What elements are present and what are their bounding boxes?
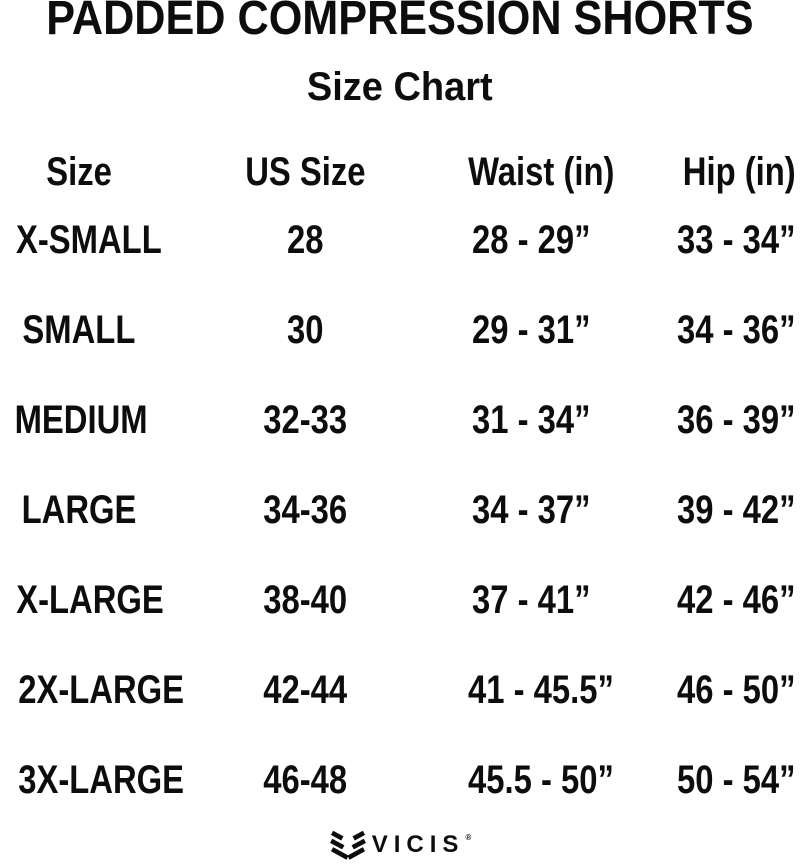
hip-value: 33 - 34” (677, 218, 796, 262)
size-value: LARGE (21, 488, 137, 532)
table-cell (0, 218, 162, 262)
table-cell (610, 670, 800, 710)
size-value: X-SMALL (15, 218, 162, 262)
size-table (0, 149, 800, 825)
header-cell-waist (452, 150, 615, 194)
table-cell (610, 490, 800, 530)
registered-trademark-symbol: ® (465, 833, 472, 842)
hip-value: 39 - 42” (677, 488, 796, 532)
table-cell (452, 490, 610, 530)
waist-value: 31 - 34” (471, 398, 591, 442)
table-cell (0, 578, 164, 622)
table-cell (158, 670, 452, 710)
table-row-xlarge (0, 555, 800, 645)
vicis-wing-icon (329, 830, 367, 860)
table-cell (610, 220, 800, 260)
page-title (0, 0, 800, 44)
page-subtitle (0, 65, 800, 109)
hip-value: 50 - 54” (677, 758, 796, 802)
size-value: 2X-LARGE (18, 668, 185, 712)
table-cell (158, 310, 452, 350)
table-row-2xlarge (0, 645, 800, 735)
page-subtitle-text: Size Chart (307, 65, 493, 109)
table-cell (610, 400, 800, 440)
us-size-value: 30 (286, 308, 324, 352)
us-size-value: 42-44 (263, 668, 347, 712)
hip-value: 34 - 36” (677, 308, 796, 352)
table-cell (0, 490, 158, 530)
table-cell (452, 580, 610, 620)
waist-value: 34 - 37” (471, 488, 591, 532)
page-title-text: PADDED COMPRESSION SHORTS (46, 0, 754, 45)
header-row (0, 149, 800, 195)
table-row-medium (0, 375, 800, 465)
header-cell-us-size-label: US Size (244, 150, 366, 194)
hip-value: 36 - 39” (677, 398, 796, 442)
header-cell-waist-label: Waist (in) (468, 150, 615, 194)
us-size-value: 34-36 (263, 488, 347, 532)
us-size-value: 38-40 (263, 578, 347, 622)
hip-value: 46 - 50” (677, 668, 796, 712)
table-cell (0, 758, 185, 802)
table-cell (452, 758, 614, 802)
table-row-small (0, 285, 800, 375)
table-cell (452, 310, 610, 350)
table-cell (452, 668, 614, 712)
hip-value: 42 - 46” (677, 578, 796, 622)
table-cell (158, 580, 452, 620)
table-row-3xlarge (0, 735, 800, 825)
table-cell (158, 400, 452, 440)
table-cell (0, 668, 185, 712)
header-cell-hip (610, 152, 800, 192)
waist-value: 45.5 - 50” (468, 758, 614, 802)
table-cell (158, 220, 452, 260)
table-row-large (0, 465, 800, 555)
table-cell (0, 310, 158, 350)
table-cell (452, 400, 610, 440)
waist-value: 28 - 29” (471, 218, 591, 262)
size-value: MEDIUM (14, 398, 148, 442)
us-size-value: 28 (286, 218, 324, 262)
table-cell (158, 490, 452, 530)
header-cell-us-size (158, 152, 452, 192)
waist-value: 29 - 31” (471, 308, 591, 352)
table-cell (610, 760, 800, 800)
size-value: X-LARGE (16, 578, 164, 622)
brand-wordmark: VICIS (371, 831, 465, 858)
us-size-value: 32-33 (263, 398, 347, 442)
table-cell (158, 760, 452, 800)
table-cell (0, 400, 158, 440)
header-cell-size-label: Size (46, 150, 112, 194)
size-value: 3X-LARGE (18, 758, 185, 802)
waist-value: 37 - 41” (471, 578, 591, 622)
table-cell (452, 220, 610, 260)
waist-value: 41 - 45.5” (468, 668, 614, 712)
us-size-value: 46-48 (263, 758, 347, 802)
size-value: SMALL (22, 308, 136, 352)
table-cell (610, 580, 800, 620)
brand-footer (0, 827, 800, 863)
table-cell (610, 310, 800, 350)
header-cell-size (0, 152, 158, 192)
header-cell-hip-label: Hip (in) (683, 150, 796, 194)
table-row-xsmall (0, 195, 800, 285)
